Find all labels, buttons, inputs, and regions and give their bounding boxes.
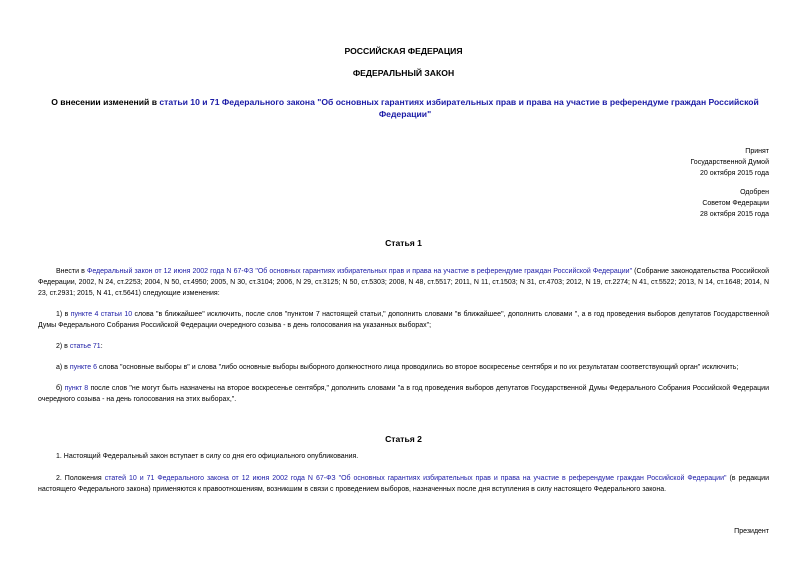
point-6-link[interactable]: пункте 6 xyxy=(69,364,97,371)
article-71-link[interactable]: статье 71 xyxy=(69,343,101,350)
item-2a-text: слова "основные выборы в" и слова "либо основные выборы выборного должностного лица проводились во второе воскресенье сентября и по их результатам соответствующий орган" исключить; xyxy=(97,364,739,371)
item-1-text: слова "в ближайшее" исключить, после слов "пунктом 7 настоящей статьи," дополнить словами "в ближайшее", дополнить словами ", а в год проведения выборов депутатов Государственной Думы Федерального Собрания Российской Федерации очередного созыва - в день голосования на указанных выборах"; xyxy=(38,311,770,329)
article-1-intro xyxy=(38,266,769,299)
article-2-paragraph-1: 1. Настоящий Федеральный закон вступает в силу со дня его официального опубликования. xyxy=(56,453,359,460)
title-link[interactable]: статьи 10 и 71 Федерального закона "Об основных гарантиях избирательных прав и права на участие в референдуме граждан Российской Федерации" xyxy=(159,97,759,119)
item-2-text: : xyxy=(100,343,103,350)
item-2b-text: после слов "не могут быть назначены на второе воскресенье сентября," дополнить словами "а в год проведения выборов депутатов Государственной Думы Федерального Собрания Российской Федерации очередного созыва - на день голосования на этих выборах,". xyxy=(38,385,769,403)
p2-text: (в редакции настоящего Федерального закона) применяются к правоотношениям, возникшим в связи с проведением выборов, назначенных после дня вступления в силу настоящего Федерального закона. xyxy=(38,475,769,493)
item-2a-prefix: а) в xyxy=(56,364,70,371)
accepted-block xyxy=(690,146,769,179)
intro-rest: (Собрание законодательства Российской Федерации, 2002, N 24, ст.2253; 2004, N 50, ст.4950; 2005, N 30, ст.3104; 2006, N 29, ст.3125; N 50, ст.5303; 2008, N 48, ст.5517; 2011, N 11, ст.1503; N 31, ст.4703; 2012, N 19, ст.2274; N 41, ст.5522; 2013, N 14, ст.1648; 2014, N 23, ст.2931; 2015, N 41, ст.5641) следующие изменения: xyxy=(38,268,769,297)
doc-type-heading: ФЕДЕРАЛЬНЫЙ ЗАКОН xyxy=(352,68,455,78)
document-title xyxy=(30,96,780,120)
title-prefix: О внесении изменений в xyxy=(51,97,160,107)
item-2b-prefix: б) xyxy=(56,385,65,392)
law-67fz-link[interactable]: Федеральный закон от 12 июня 2002 года N 67-ФЗ "Об основных гарантиях избирательных прав и права на участие в референдуме граждан Российской Федерации" xyxy=(87,268,633,275)
article-2-paragraph-2 xyxy=(38,473,769,495)
approved-line: Советом Федерации xyxy=(702,200,769,207)
point-8-link[interactable]: пункт 8 xyxy=(64,385,89,392)
approved-line: 28 октября 2015 года xyxy=(700,211,769,218)
item-2-prefix: 2) в xyxy=(56,343,70,350)
articles-10-71-link[interactable]: статей 10 и 71 Федерального закона от 12 июня 2002 года N 67-ФЗ "Об основных гарантиях избирательных прав и права на участие в референдуме граждан Российской Федерации" xyxy=(104,475,727,482)
accepted-line: Принят xyxy=(745,148,769,155)
approved-block xyxy=(700,187,769,220)
p2-prefix: 2. Положения xyxy=(56,475,105,482)
item-1-prefix: 1) в xyxy=(56,311,71,318)
intro-prefix: Внести в xyxy=(56,268,87,275)
article-2-heading: Статья 2 xyxy=(385,434,422,444)
accepted-line: Государственной Думой xyxy=(690,159,769,166)
article-1-item-1 xyxy=(38,309,769,331)
approved-line: Одобрен xyxy=(740,189,769,196)
article-1-item-2a xyxy=(38,362,769,373)
article-1-heading: Статья 1 xyxy=(385,238,422,248)
article-10-point-4-link[interactable]: пункте 4 статьи 10 xyxy=(70,311,133,318)
signature-role: Президент xyxy=(734,528,769,535)
country-heading: РОССИЙСКАЯ ФЕДЕРАЦИЯ xyxy=(344,46,463,56)
article-1-item-2b xyxy=(38,383,769,405)
article-1-item-2 xyxy=(38,341,769,352)
accepted-line: 20 октября 2015 года xyxy=(700,170,769,177)
